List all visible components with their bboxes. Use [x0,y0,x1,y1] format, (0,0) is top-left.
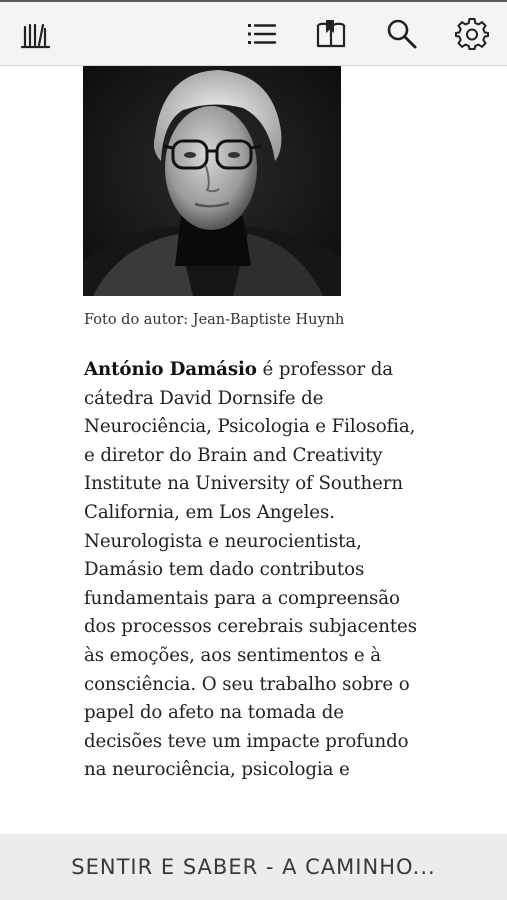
bookmark-button[interactable] [309,12,353,56]
photo-caption: Foto do autor: Jean-Baptiste Huynh [84,312,345,328]
book-title-bar[interactable] [0,834,507,900]
table-of-contents-icon [244,17,278,51]
search-button[interactable] [380,12,424,56]
gear-icon [455,17,489,51]
book-title: SENTIR E SABER - A CAMINHO... [71,855,436,879]
table-of-contents-button[interactable] [239,12,283,56]
top-toolbar [0,0,507,66]
library-books-icon [19,17,53,51]
author-portrait-image [83,66,341,296]
library-button[interactable] [14,12,58,56]
bookmark-book-icon [314,17,348,51]
search-icon [385,17,419,51]
settings-button[interactable] [450,12,494,56]
author-bio-paragraph [84,356,424,785]
author-name: António Damásio [84,359,257,380]
bio-text: é professor da cátedra David Dornsife de Neurociência, Psicologia e Filosofia, e diretor do Brain and Creativity Institute na University of Southern California, em Los Angeles. Neurologista e neurocientista, Damásio tem dado contributos fundamentais para a compreensão dos processos cerebrais subjacentes às emoções, aos sentimentos e à consciência. O seu trabalho sobre o papel do afeto na tomada de decisões teve um impacte profundo na neurociência, psicologia e [84,359,417,781]
author-photo [83,66,341,296]
